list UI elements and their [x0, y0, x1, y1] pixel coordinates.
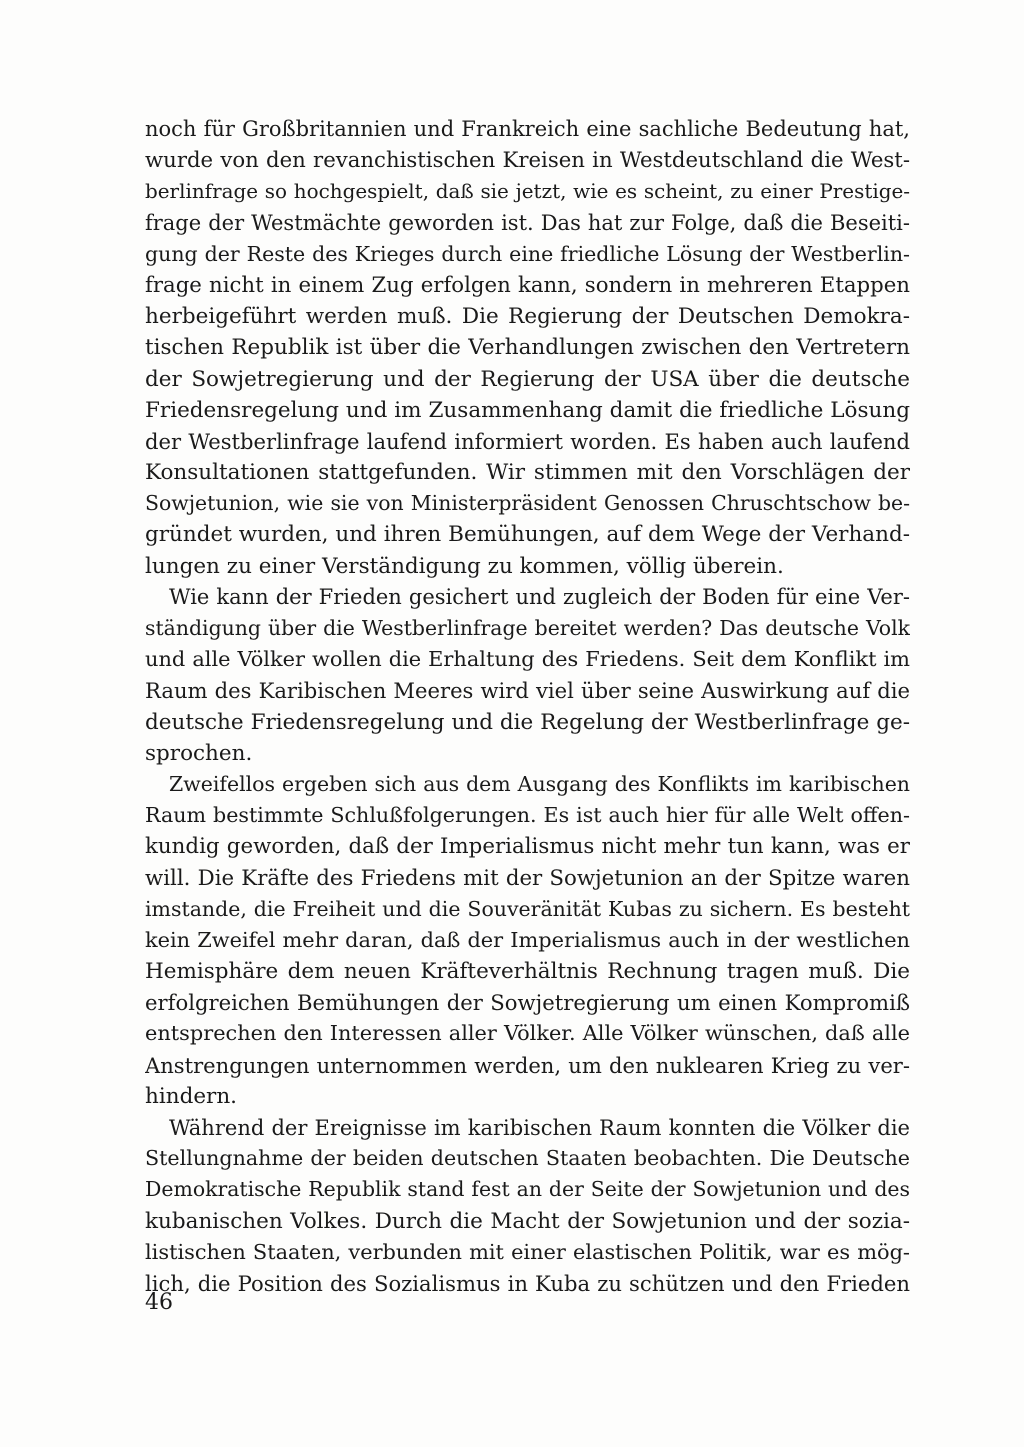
text-line: entsprechen den Interessen aller Völker. Alle Völker wünschen, daß alle	[145, 1021, 910, 1046]
text-line: Demokratische Republik stand fest an der Seite der Sowjetunion und des	[145, 1177, 910, 1202]
text-line: listischen Staaten, verbunden mit einer elastischen Politik, war es mög-	[145, 1239, 910, 1264]
text-line: herbeigeführt werden muß. Die Regierung der Deutschen Demokra-	[145, 304, 910, 330]
text-line: will. Die Kräfte des Friedens mit der Sowjetunion an der Spitze waren	[145, 865, 910, 891]
text-line: kein Zweifel mehr daran, daß der Imperialismus auch in der westlichen	[145, 927, 910, 952]
text-line: lich, die Position des Sozialismus in Kuba zu schützen und den Frieden	[145, 1270, 910, 1296]
text-line: der Westberlinfrage laufend informiert worden. Es haben auch laufend	[145, 428, 910, 454]
body-text	[145, 114, 910, 1299]
text-line: Während der Ereignisse im karibischen Raum konnten die Völker die	[169, 1115, 910, 1140]
text-line: lungen zu einer Verständigung zu kommen, völlig überein.	[145, 553, 784, 579]
text-line: Konsultationen stattgefunden. Wir stimmen mit den Vorschlägen der	[145, 460, 910, 486]
text-line: gründet wurden, und ihren Bemühungen, auf dem Wege der Verhand-	[145, 522, 910, 548]
text-line: gung der Reste des Krieges durch eine friedliche Lösung der Westberlin-	[145, 241, 910, 266]
text-line: Friedensregelung und im Zusammenhang damit die friedliche Lösung	[145, 397, 910, 423]
text-line: ständigung über die Westberlinfrage bereitet werden? Das deutsche Volk	[145, 616, 910, 640]
text-line: frage nicht in einem Zug erfolgen kann, sondern in mehreren Etappen	[145, 272, 910, 298]
text-line: Raum bestimmte Schlußfolgerungen. Es ist auch hier für alle Welt offen-	[145, 803, 910, 828]
text-line: tischen Republik ist über die Verhandlungen zwischen den Vertretern	[145, 335, 910, 361]
text-line: Sowjetunion, wie sie von Ministerpräsident Genossen Chruschtschow be-	[145, 491, 910, 516]
text-line: Hemisphäre dem neuen Kräfteverhältnis Rechnung tragen muß. Die	[145, 959, 910, 985]
text-line: imstande, die Freiheit und die Souveränität Kubas zu sichern. Es besteht	[145, 896, 910, 921]
text-line: kubanischen Volkes. Durch die Macht der Sowjetunion und der sozia-	[145, 1208, 910, 1234]
text-line: berlinfrage so hochgespielt, daß sie jetzt, wie es scheint, zu einer Prestige-	[145, 179, 910, 204]
text-line: Raum des Karibischen Meeres wird viel über seine Auswirkung auf die	[145, 678, 910, 704]
text-line: frage der Westmächte geworden ist. Das hat zur Folge, daß die Beseiti-	[145, 210, 910, 235]
text-line: deutsche Friedensregelung und die Regelung der Westberlinfrage ge-	[145, 709, 910, 735]
text-line: Wie kann der Frieden gesichert und zugleich der Boden für eine Ver-	[169, 584, 910, 609]
text-line: und alle Völker wollen die Erhaltung des Friedens. Seit dem Konflikt im	[145, 647, 910, 672]
text-line: Zweifellos ergeben sich aus dem Ausgang des Konflikts im karibischen	[169, 771, 910, 796]
text-line: der Sowjetregierung und der Regierung der USA über die deutsche	[145, 366, 910, 392]
text-line: noch für Großbritannien und Frankreich eine sachliche Bedeutung hat,	[145, 117, 910, 141]
text-line: kundig geworden, daß der Imperialismus nicht mehr tun kann, was er	[145, 834, 910, 860]
paragraph	[145, 582, 910, 769]
text-line: hindern.	[145, 1083, 238, 1109]
text-line: erfolgreichen Bemühungen der Sowjetregierung um einen Kompromiß	[145, 990, 910, 1016]
text-line: Stellungnahme der beiden deutschen Staaten beobachten. Die Deutsche	[145, 1146, 910, 1171]
paragraph	[145, 1112, 910, 1299]
text-line: Anstrengungen unternommen werden, um den nuklearen Krieg zu ver-	[145, 1052, 910, 1078]
paragraph	[145, 114, 910, 582]
text-line: sprochen.	[145, 740, 253, 766]
text-line: wurde von den revanchistischen Kreisen in Westdeutschland die West-	[145, 148, 910, 174]
paragraph	[145, 769, 910, 1112]
page-number: 46	[145, 1290, 173, 1315]
